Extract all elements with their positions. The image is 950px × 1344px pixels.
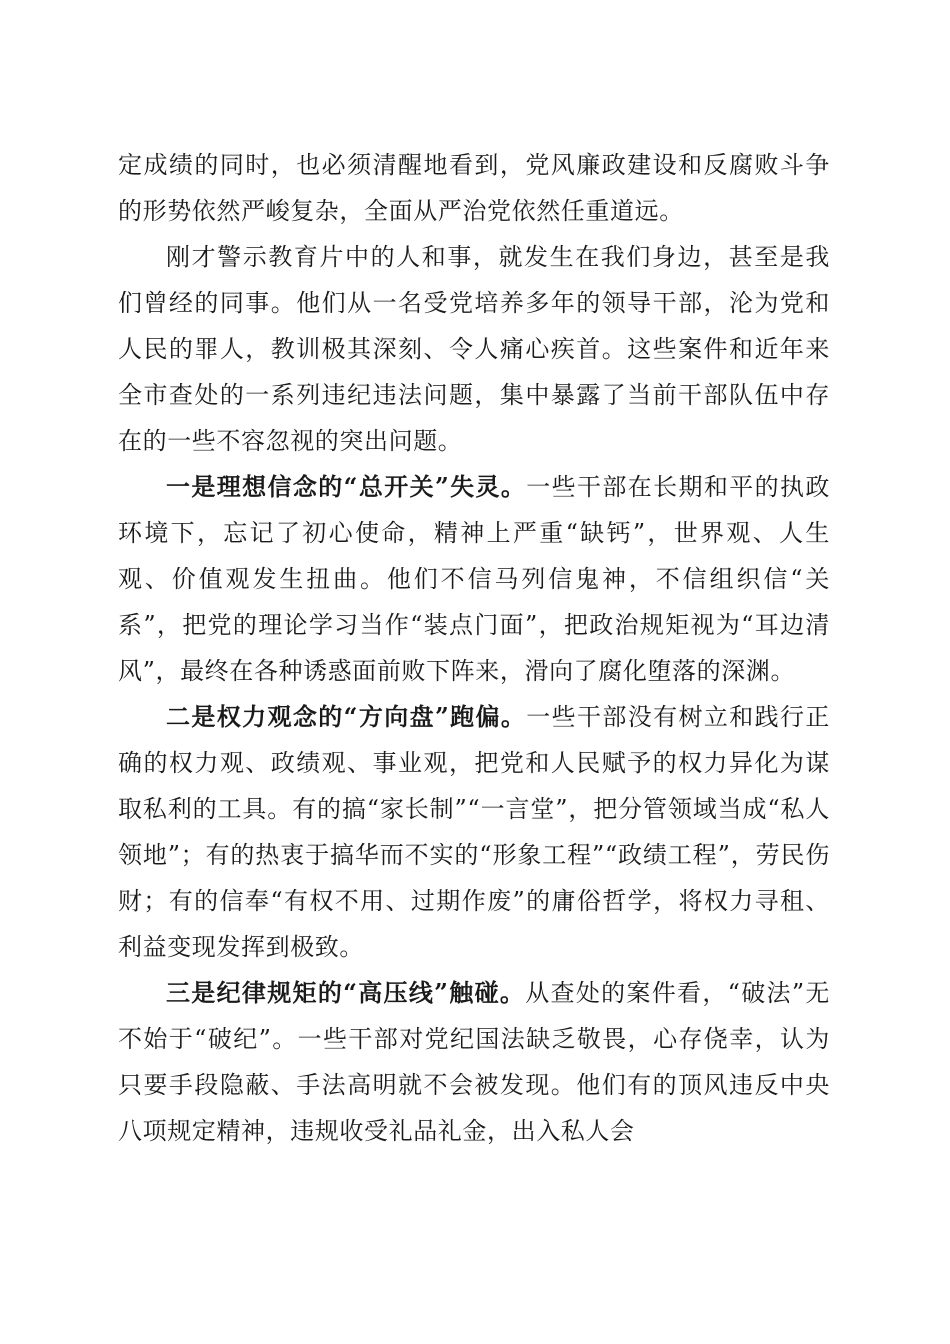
paragraph-3-lead: 一是理想信念的“总开关”失灵。 — [166, 472, 527, 501]
paragraph-2-text: 刚才警示教育片中的人和事，就发生在我们身边，甚至是我们曾经的同事。他们从一名受党培养多年的领导干部，沦为党和人民的罪人，教训极其深刻、令人痛心疾首。这些案件和近年来全市查处的一系列违纪违法问题，集中暴露了当前干部队伍中存在的一些不容忽视的突出问题。 — [118, 243, 830, 455]
paragraph-4-lead: 二是权力观念的“方向盘”跑偏。 — [166, 702, 527, 731]
paragraph-1-text: 定成绩的同时，也必须清醒地看到，党风廉政建设和反腐败斗争的形势依然严峻复杂，全面从严治党依然任重道远。 — [118, 151, 830, 225]
paragraph-4 — [118, 694, 830, 970]
paragraph-3-text: 一些干部在长期和平的执政环境下，忘记了初心使命，精神上严重“缺钙”，世界观、人生观、价值观发生扭曲。他们不信马列信鬼神，不信组织信“关系”，把党的理论学习当作“装点门面”，把政治规矩视为“耳边清风”，最终在各种诱惑面前败下阵来，滑向了腐化堕落的深渊。 — [118, 473, 831, 685]
paragraph-2 — [118, 234, 830, 464]
document-body — [118, 142, 830, 1154]
paragraph-5 — [118, 970, 830, 1154]
paragraph-3 — [118, 464, 830, 694]
paragraph-5-text: 从查处的案件看，“破法”无不始于“破纪”。一些干部对党纪国法缺乏敬畏，心存侥幸，认为只要手段隐蔽、手法高明就不会被发现。他们有的顶风违反中央八项规定精神，违规收受礼品礼金，出入私人会 — [118, 979, 831, 1145]
paragraph-1 — [118, 142, 830, 234]
paragraph-5-lead: 三是纪律规矩的“高压线”触碰。 — [166, 978, 526, 1007]
paragraph-4-text: 一些干部没有树立和践行正确的权力观、政绩观、事业观，把党和人民赋予的权力异化为谋取私利的工具。有的搞“家长制”“一言堂”，把分管领域当成“私人领地”；有的热衷于搞华而不实的“形象工程”“政绩工程”，劳民伤财；有的信奉“有权不用、过期作废”的庸俗哲学，将权力寻租、利益变现发挥到极致。 — [118, 703, 831, 961]
